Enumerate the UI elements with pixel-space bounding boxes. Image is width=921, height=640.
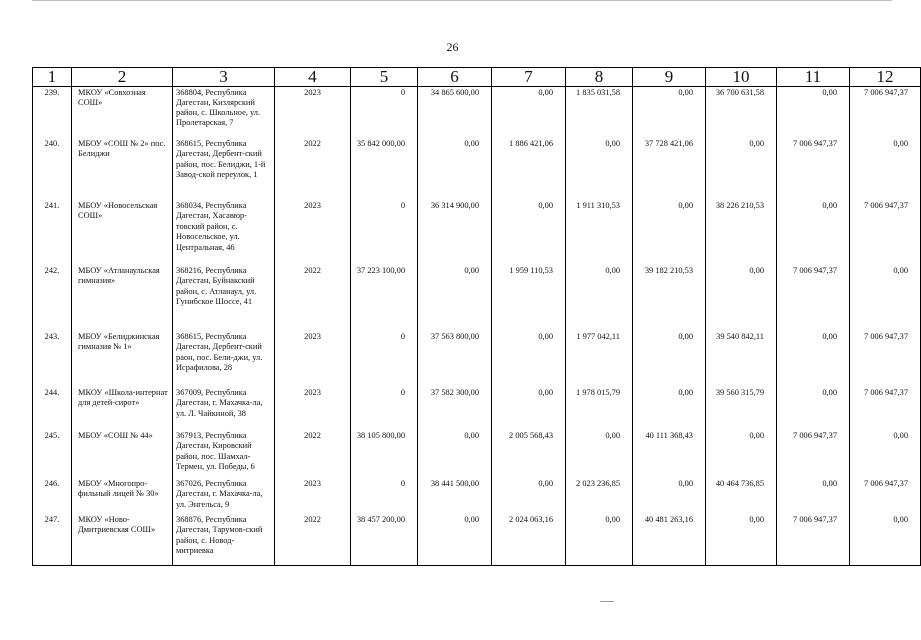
school-address: 368034, Республика Дагестан, Хасавюр-товский район, с. Новосельское, ул. Центральная, 46 — [173, 200, 275, 265]
year: 2022 — [275, 514, 351, 566]
value-col10: 0,00 — [706, 138, 777, 200]
year: 2023 — [275, 387, 351, 430]
row-number: 247. — [33, 514, 72, 566]
value-col8: 1 835 031,58 — [566, 87, 633, 138]
value-col10: 0,00 — [706, 430, 777, 478]
value-col5: 35 842 000,00 — [351, 138, 418, 200]
value-col6: 37 563 800,00 — [418, 331, 492, 387]
budget-table — [32, 67, 921, 566]
value-col7: 0,00 — [492, 331, 566, 387]
value-col7: 1 886 421,06 — [492, 138, 566, 200]
row-number: 244. — [33, 387, 72, 430]
value-col7: 0,00 — [492, 87, 566, 138]
column-number-2: 2 — [72, 68, 173, 87]
value-col11: 7 006 947,37 — [777, 138, 850, 200]
value-col9: 40 111 368,43 — [633, 430, 706, 478]
year: 2022 — [275, 138, 351, 200]
value-col10: 39 540 842,11 — [706, 331, 777, 387]
value-col6: 0,00 — [418, 514, 492, 566]
value-col12: 7 006 947,37 — [850, 331, 921, 387]
row-number: 241. — [33, 200, 72, 265]
value-col7: 0,00 — [492, 478, 566, 514]
row-number: 240. — [33, 138, 72, 200]
column-number-9: 9 — [633, 68, 706, 87]
value-col6: 0,00 — [418, 265, 492, 331]
value-col8: 2 023 236,85 — [566, 478, 633, 514]
column-number-3: 3 — [173, 68, 275, 87]
value-col10: 39 560 315,79 — [706, 387, 777, 430]
value-col12: 7 006 947,37 — [850, 478, 921, 514]
value-col5: 0 — [351, 87, 418, 138]
school-name: МКОУ «Совхозная СОШ» — [72, 87, 173, 138]
value-col9: 40 481 263,16 — [633, 514, 706, 566]
school-address: 368615, Республика Дагестан, Дербент-ский район, пос. Белиджи, 1-й Завод-ской переулок, 1 — [173, 138, 275, 200]
school-address: 368876, Республика Дагестан, Тарумов-ский район, с. Новод-митриевка — [173, 514, 275, 566]
school-name: МБОУ «СОШ № 2» пос. Белиджи — [72, 138, 173, 200]
value-col12: 0,00 — [850, 138, 921, 200]
school-name: МБОУ «СОШ № 44» — [72, 430, 173, 478]
value-col9: 0,00 — [633, 200, 706, 265]
row-number: 242. — [33, 265, 72, 331]
value-col11: 0,00 — [777, 331, 850, 387]
value-col11: 7 006 947,37 — [777, 430, 850, 478]
year: 2023 — [275, 478, 351, 514]
value-col9: 0,00 — [633, 478, 706, 514]
value-col7: 0,00 — [492, 387, 566, 430]
row-number: 243. — [33, 331, 72, 387]
value-col11: 0,00 — [777, 387, 850, 430]
value-col12: 7 006 947,37 — [850, 387, 921, 430]
school-name: МБОУ «Белиджинская гимназия № 1» — [72, 331, 173, 387]
value-col12: 0,00 — [850, 430, 921, 478]
column-number-5: 5 — [351, 68, 418, 87]
row-number: 246. — [33, 478, 72, 514]
value-col7: 2 024 063,16 — [492, 514, 566, 566]
table-row — [33, 265, 921, 331]
school-address: 367026, Республика Дагестан, г. Махачка-ла, ул. Энгельса, 9 — [173, 478, 275, 514]
value-col12: 0,00 — [850, 514, 921, 566]
value-col10: 36 700 631,58 — [706, 87, 777, 138]
value-col8: 1 911 310,53 — [566, 200, 633, 265]
scan-mark — [600, 601, 614, 602]
column-number-1: 1 — [33, 68, 72, 87]
top-edge-line — [32, 0, 892, 1]
school-name: МКОУ «Школа-интернат для детей-сирот» — [72, 387, 173, 430]
value-col5: 0 — [351, 200, 418, 265]
value-col7: 2 005 568,43 — [492, 430, 566, 478]
value-col5: 0 — [351, 331, 418, 387]
column-number-row — [33, 68, 921, 87]
value-col8: 0,00 — [566, 138, 633, 200]
value-col9: 0,00 — [633, 87, 706, 138]
value-col11: 0,00 — [777, 200, 850, 265]
school-address: 367913, Республика Дагестан, Кировский район, пос. Шамхал-Термен, ул. Победы, 6 — [173, 430, 275, 478]
value-col6: 0,00 — [418, 138, 492, 200]
year: 2022 — [275, 430, 351, 478]
value-col7: 0,00 — [492, 200, 566, 265]
value-col11: 0,00 — [777, 478, 850, 514]
year: 2022 — [275, 265, 351, 331]
value-col6: 37 582 300,00 — [418, 387, 492, 430]
year: 2023 — [275, 87, 351, 138]
value-col12: 0,00 — [850, 265, 921, 331]
value-col8: 1 978 015,79 — [566, 387, 633, 430]
value-col8: 0,00 — [566, 430, 633, 478]
value-col8: 0,00 — [566, 265, 633, 331]
value-col6: 34 865 600,00 — [418, 87, 492, 138]
column-number-8: 8 — [566, 68, 633, 87]
school-name: МКОУ «Ново-Дмитриевская СОШ» — [72, 514, 173, 566]
column-number-6: 6 — [418, 68, 492, 87]
table-row — [33, 478, 921, 514]
value-col6: 0,00 — [418, 430, 492, 478]
value-col9: 37 728 421,06 — [633, 138, 706, 200]
table-row — [33, 331, 921, 387]
value-col8: 1 977 042,11 — [566, 331, 633, 387]
value-col10: 0,00 — [706, 265, 777, 331]
table-body — [33, 87, 921, 566]
table-row — [33, 514, 921, 566]
column-number-7: 7 — [492, 68, 566, 87]
value-col10: 0,00 — [706, 514, 777, 566]
page-number: 26 — [446, 40, 459, 54]
school-address: 368615, Республика Дагестан, Дербент-ский раон, пос. Бели-джи, ул. Исрафилова, 28 — [173, 331, 275, 387]
value-col11: 7 006 947,37 — [777, 265, 850, 331]
value-col11: 0,00 — [777, 87, 850, 138]
school-address: 368804, Республика Дагестан, Кизлярский район, с. Школьное, ул. Пролетарская, 7 — [173, 87, 275, 138]
value-col5: 38 105 800,00 — [351, 430, 418, 478]
value-col12: 7 006 947,37 — [850, 87, 921, 138]
value-col10: 38 226 210,53 — [706, 200, 777, 265]
value-col7: 1 959 110,53 — [492, 265, 566, 331]
value-col6: 38 441 500,00 — [418, 478, 492, 514]
value-col11: 7 006 947,37 — [777, 514, 850, 566]
table-row — [33, 138, 921, 200]
value-col5: 0 — [351, 478, 418, 514]
column-number-4: 4 — [275, 68, 351, 87]
table-row — [33, 430, 921, 478]
table-row — [33, 200, 921, 265]
table-row — [33, 87, 921, 138]
value-col5: 0 — [351, 387, 418, 430]
table-row — [33, 387, 921, 430]
row-number: 239. — [33, 87, 72, 138]
school-name: МБОУ «Многопро-фильный лицей № 30» — [72, 478, 173, 514]
value-col9: 0,00 — [633, 387, 706, 430]
value-col8: 0,00 — [566, 514, 633, 566]
school-name: МБОУ «Атланаульская гимназия» — [72, 265, 173, 331]
value-col9: 0,00 — [633, 331, 706, 387]
value-col5: 38 457 200,00 — [351, 514, 418, 566]
column-number-10: 10 — [706, 68, 777, 87]
column-number-11: 11 — [777, 68, 850, 87]
school-address: 367009, Республика Дагестан, г. Махачка-ла, ул. Л. Чайкиной, 38 — [173, 387, 275, 430]
row-number: 245. — [33, 430, 72, 478]
value-col10: 40 464 736,85 — [706, 478, 777, 514]
column-number-12: 12 — [850, 68, 921, 87]
school-address: 368216, Республика Дагестан, Буйнакский район, с. Атланаул, ул. Гунибское Шоссе, 41 — [173, 265, 275, 331]
school-name: МБОУ «Новосельская СОШ» — [72, 200, 173, 265]
year: 2023 — [275, 200, 351, 265]
year: 2023 — [275, 331, 351, 387]
value-col9: 39 182 210,53 — [633, 265, 706, 331]
value-col6: 36 314 900,00 — [418, 200, 492, 265]
value-col5: 37 223 100,00 — [351, 265, 418, 331]
value-col12: 7 006 947,37 — [850, 200, 921, 265]
